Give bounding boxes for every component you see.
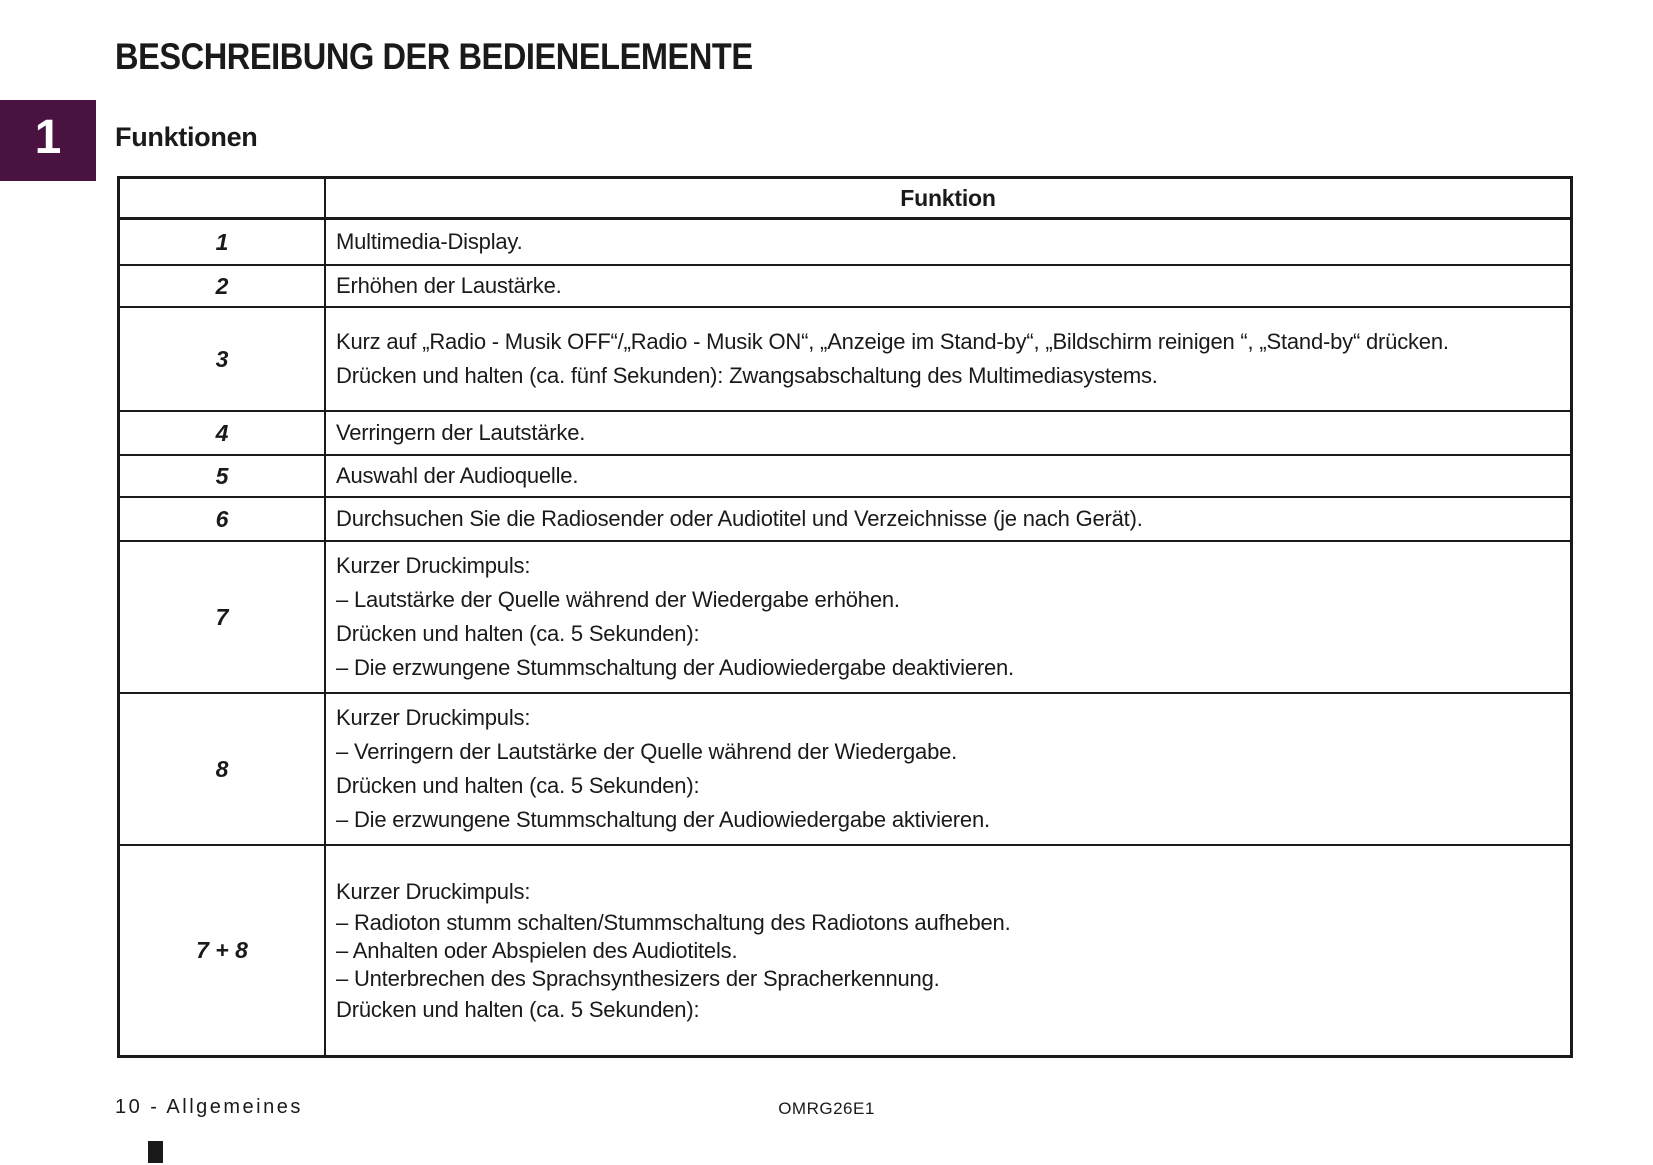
row-function bbox=[326, 266, 1570, 306]
row-number: 2 bbox=[120, 266, 326, 306]
row-function bbox=[326, 846, 1570, 1055]
footer-doc-code: OMRG26E1 bbox=[778, 1099, 875, 1118]
column-header: Funktion bbox=[900, 185, 996, 211]
footer-page-label: 10 - Allgemeines bbox=[115, 1096, 303, 1118]
row-function bbox=[326, 456, 1570, 496]
section-subtitle: Funktionen bbox=[115, 122, 258, 152]
function-text: Erhöhen der Laustärke. bbox=[336, 273, 562, 298]
table-row bbox=[120, 456, 1570, 498]
row-number: 6 bbox=[120, 498, 326, 540]
function-text: – Radioton stumm schalten/Stummschaltung des Radiotons aufheben. bbox=[336, 909, 1011, 935]
row-number: 5 bbox=[120, 456, 326, 496]
table-row bbox=[120, 694, 1570, 846]
function-text: Drücken und halten (ca. 5 Sekunden): bbox=[336, 773, 700, 798]
table-row bbox=[120, 412, 1570, 456]
row-number: 7 + 8 bbox=[120, 846, 326, 1055]
row-function bbox=[326, 220, 1570, 264]
function-text: – Unterbrechen des Sprachsynthesizers der Spracherkennung. bbox=[336, 965, 940, 991]
function-text: Multimedia-Display. bbox=[336, 229, 523, 254]
function-text: Drücken und halten (ca. fünf Sekunden): Zwangsabschaltung des Multimediasystems. bbox=[336, 363, 1158, 388]
functions-table bbox=[117, 176, 1573, 1058]
row-function bbox=[326, 498, 1570, 540]
row-function bbox=[326, 412, 1570, 454]
function-text: Kurz auf „Radio - Musik OFF“/„Radio - Musik ON“, „Anzeige im Stand-by“, „Bildschirm reinigen “, „Stand-by“ drücken. bbox=[336, 329, 1449, 354]
page-title: BESCHREIBUNG DER BEDIENELEMENTE bbox=[115, 36, 753, 77]
function-text: – Die erzwungene Stummschaltung der Audiowiedergabe deaktivieren. bbox=[336, 655, 1014, 680]
table-row bbox=[120, 542, 1570, 694]
table-row bbox=[120, 498, 1570, 542]
function-text: – Anhalten oder Abspielen des Audiotitels. bbox=[336, 937, 738, 963]
chapter-number: 1 bbox=[34, 111, 62, 164]
function-text: Verringern der Lautstärke. bbox=[336, 420, 586, 445]
chapter-tab bbox=[0, 100, 96, 181]
row-function bbox=[326, 694, 1570, 844]
function-text: Drücken und halten (ca. 5 Sekunden): bbox=[336, 996, 700, 1022]
row-number: 1 bbox=[120, 220, 326, 264]
function-text: Kurzer Druckimpuls: bbox=[336, 878, 531, 904]
row-function bbox=[326, 542, 1570, 692]
header-function-cell bbox=[326, 179, 1570, 217]
function-text: Kurzer Druckimpuls: bbox=[336, 553, 531, 578]
header-number-cell bbox=[120, 179, 326, 217]
row-number: 4 bbox=[120, 412, 326, 454]
row-number: 7 bbox=[120, 542, 326, 692]
function-text: – Lautstärke der Quelle während der Wiedergabe erhöhen. bbox=[336, 587, 900, 612]
function-text: – Die erzwungene Stummschaltung der Audiowiedergabe aktivieren. bbox=[336, 807, 990, 832]
table-row bbox=[120, 220, 1570, 266]
function-text: Auswahl der Audioquelle. bbox=[336, 463, 579, 488]
table-row bbox=[120, 846, 1570, 1055]
row-number: 3 bbox=[120, 308, 326, 410]
table-header-row bbox=[120, 179, 1570, 220]
function-text: – Verringern der Lautstärke der Quelle während der Wiedergabe. bbox=[336, 739, 958, 764]
row-function bbox=[326, 308, 1570, 410]
function-text: Drücken und halten (ca. 5 Sekunden): bbox=[336, 621, 700, 646]
table-row bbox=[120, 308, 1570, 412]
table-row bbox=[120, 266, 1570, 308]
footer-print-mark bbox=[148, 1141, 163, 1163]
function-text: Kurzer Druckimpuls: bbox=[336, 705, 531, 730]
function-text: Durchsuchen Sie die Radiosender oder Audiotitel und Verzeichnisse (je nach Gerät). bbox=[336, 506, 1143, 531]
row-number: 8 bbox=[120, 694, 326, 844]
